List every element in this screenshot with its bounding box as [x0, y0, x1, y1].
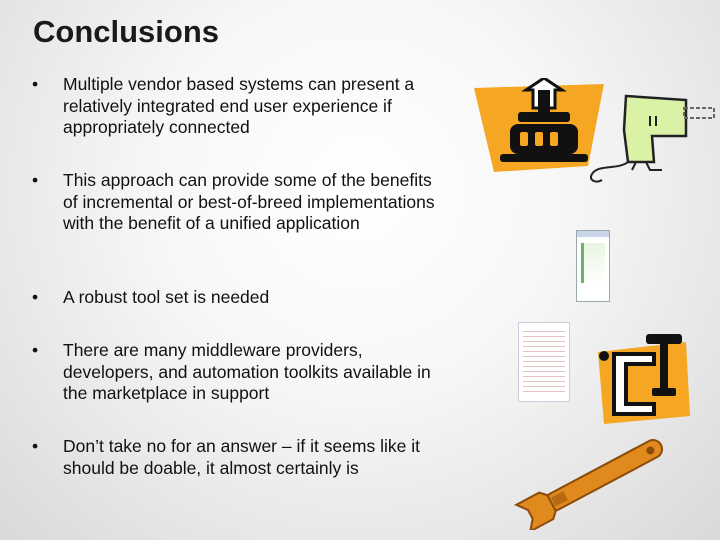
bullet-text: This approach can provide some of the benefits of incremental or best-of-breed implementations with the benefit of a unified application — [63, 170, 435, 233]
bullet-item — [30, 340, 443, 405]
wrench-clipart-icon — [512, 430, 682, 530]
bullet-item — [30, 74, 443, 139]
bullet-item — [30, 436, 443, 479]
screenshot-thumbnail — [518, 322, 570, 402]
bullet-text: A robust tool set is needed — [63, 287, 270, 307]
bullet-text: Multiple vendor based systems can present a relatively integrated end user experience if appropriately connected — [63, 74, 415, 137]
slide-title: Conclusions — [33, 14, 220, 49]
clamp-clipart-icon — [594, 334, 694, 426]
bullet-item — [30, 287, 443, 309]
bullet-text: There are many middleware providers, developers, and automation toolkits available in the marketplace in support — [63, 340, 431, 403]
bullet-marker: • — [32, 74, 39, 94]
bullet-text: Don’t take no for an answer – if it seems like it should be doable, it almost certainly is — [63, 436, 420, 478]
bullet-marker: • — [32, 287, 39, 307]
bullet-marker: • — [32, 170, 39, 190]
bullet-marker: • — [32, 340, 39, 360]
drill-clipart-icon — [578, 90, 720, 190]
bullet-marker: • — [32, 436, 39, 456]
bullet-item — [30, 170, 443, 235]
screenshot-thumbnail — [576, 230, 610, 302]
